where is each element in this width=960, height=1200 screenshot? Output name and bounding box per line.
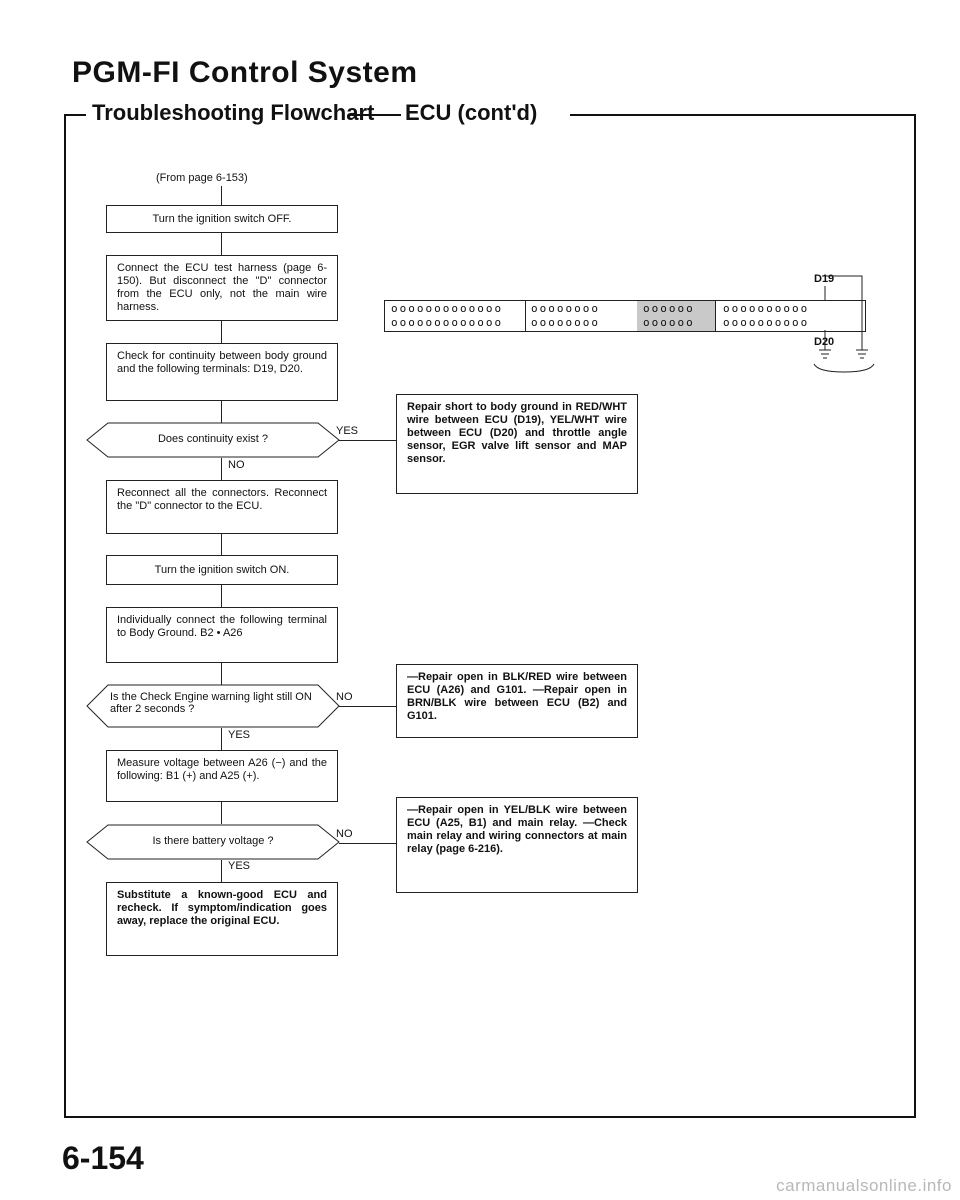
- connector-line: [221, 458, 222, 480]
- pin-label-d19: D19: [814, 273, 835, 285]
- connector-row-a-bottom: ooooooooooooo: [391, 316, 504, 329]
- connector-line: [221, 860, 222, 882]
- result-repair-short: Repair short to body ground in RED/WHT wire between ECU (D19), YEL/WHT wire between ECU (D20) and throttle angle sensor, EGR valve lift sensor and MAP sensor.: [396, 394, 638, 494]
- ground-symbol-left: [819, 350, 831, 358]
- connector-divider: [525, 301, 526, 331]
- yes-label: YES: [228, 729, 251, 741]
- connector-line: [221, 585, 222, 607]
- connector-row-d-top: oooooooooo: [723, 302, 810, 315]
- connector-line: [339, 440, 396, 441]
- connector-line: [221, 534, 222, 556]
- step-individually-connect: Individually connect the following terminal to Body Ground. B2 • A26: [106, 607, 338, 663]
- connector-line: [339, 843, 396, 844]
- connector-line: [339, 706, 396, 707]
- result-repair-open-yel: —Repair open in YEL/BLK wire between ECU (A25, B1) and main relay. —Check main relay and wiring connectors at main relay (page 6-216).: [396, 797, 638, 893]
- yes-label: YES: [228, 860, 251, 872]
- decision-continuity: Does continuity exist ?: [157, 433, 269, 445]
- connector-line: [221, 186, 222, 206]
- step-connect-harness: Connect the ECU test harness (page 6-150). But disconnect the "D" connector from the ECU only, not the main wire harness.: [106, 255, 338, 321]
- connector-line: [221, 663, 222, 685]
- connector-row-d-bottom: oooooooooo: [723, 316, 810, 329]
- section-title: Troubleshooting Flowchart: [92, 100, 375, 125]
- no-label: NO: [228, 459, 245, 471]
- ecu-connector-diagram: [384, 300, 866, 332]
- step-measure-voltage: Measure voltage between A26 (−) and the following: B1 (+) and A25 (+).: [106, 750, 338, 802]
- step-ignition-off: Turn the ignition switch OFF.: [106, 205, 338, 233]
- no-label: NO: [336, 691, 353, 703]
- no-label: NO: [336, 828, 353, 840]
- decision-battery-voltage: Is there battery voltage ?: [152, 835, 274, 847]
- connector-line: [221, 233, 222, 255]
- result-substitute-ecu: Substitute a known-good ECU and recheck. If symptom/indication goes away, replace the original ECU.: [106, 882, 338, 956]
- result-repair-open-blk: —Repair open in BLK/RED wire between ECU (A26) and G101. —Repair open in BRN/BLK wire between ECU (B2) and G101.: [396, 664, 638, 738]
- from-page-label: (From page 6-153): [156, 172, 248, 184]
- connector-line: [221, 401, 222, 423]
- connector-row-b-bottom: oooooooo: [531, 316, 600, 329]
- connector-row-c-bottom: oooooo: [643, 316, 695, 329]
- yes-label: YES: [336, 425, 359, 437]
- decision-check-engine: Is the Check Engine warning light still ON after 2 seconds ?: [110, 691, 312, 715]
- connector-line: [221, 802, 222, 824]
- connector-row-c-top: oooooo: [643, 302, 695, 315]
- connector-row-a-top: ooooooooooooo: [391, 302, 504, 315]
- page-title: PGM-FI Control System: [72, 56, 418, 89]
- connector-row-b-top: oooooooo: [531, 302, 600, 315]
- step-ignition-on: Turn the ignition switch ON.: [106, 555, 338, 585]
- continuity-probe-wiring: [800, 262, 880, 374]
- pin-label-d20: D20: [814, 336, 835, 348]
- subsection-title: ECU (cont'd): [405, 100, 538, 125]
- step-reconnect: Reconnect all the connectors. Reconnect the "D" connector to the ECU.: [106, 480, 338, 534]
- footer-watermark: carmanualsonline.info: [776, 1176, 952, 1195]
- connector-line: [221, 728, 222, 750]
- ground-symbol-right: [856, 350, 868, 358]
- connector-line: [221, 321, 222, 343]
- step-check-continuity: Check for continuity between body ground and the following terminals: D19, D20.: [106, 343, 338, 401]
- page-number: 6-154: [62, 1140, 144, 1176]
